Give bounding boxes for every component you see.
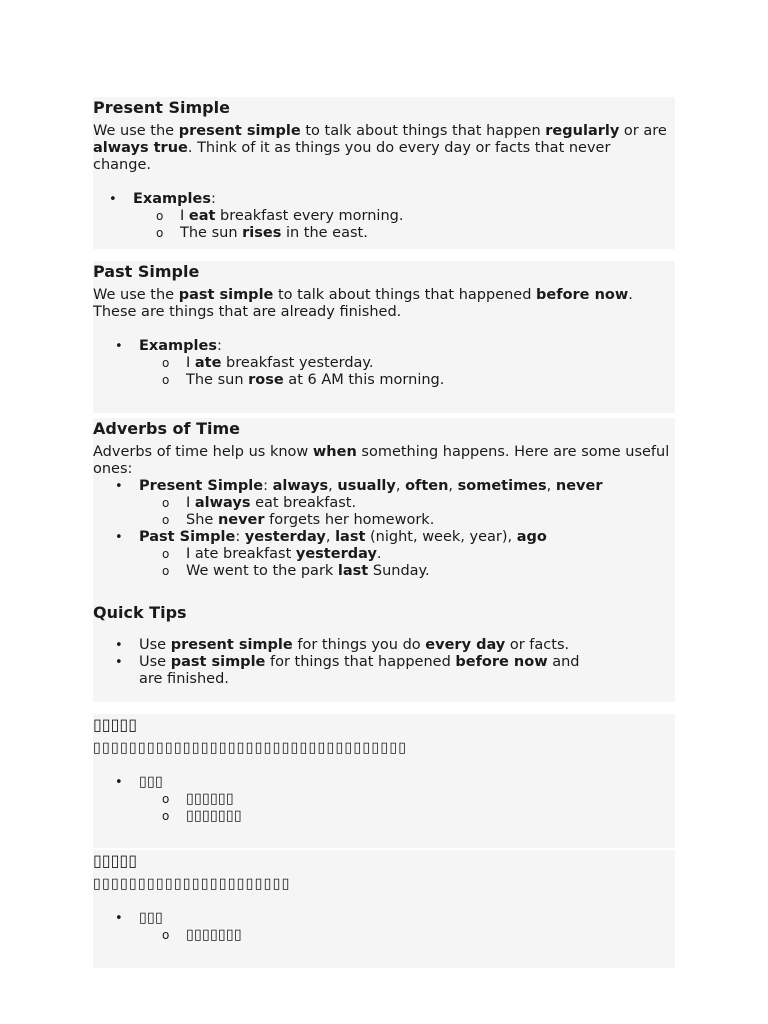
past-examples-list (93, 338, 675, 389)
list-item: o I ate breakfast yesterday. (93, 355, 675, 372)
list-item: o I eat breakfast every morning. (93, 208, 675, 225)
section-present-simple (93, 97, 675, 249)
section-cjk-2 (93, 850, 675, 968)
list-item: o ▯▯▯▯▯▯▯ (93, 927, 675, 944)
heading-cjk-1: ▯▯▯▯▯ (93, 715, 138, 734)
section-adverbs-of-time (93, 418, 675, 602)
list-item: o I ate breakfast yesterday. (93, 546, 675, 563)
section-quick-tips (93, 602, 675, 702)
list-item: o The sun rose at 6 AM this morning. (93, 372, 675, 389)
paragraph-past-simple: We use the past simple to talk about things that happened before now. These are things that are already finished. (93, 287, 633, 320)
list-item: o She never forgets her homework. (93, 512, 675, 529)
list-item: o I always eat breakfast. (93, 495, 675, 512)
heading-present-simple: Present Simple (93, 98, 230, 117)
list-item: o ▯▯▯▯▯▯ (93, 791, 675, 808)
list-item: • Examples: (93, 338, 675, 355)
list-item: • ▯▯▯ (93, 774, 675, 791)
document-page (93, 97, 675, 968)
heading-quick-tips: Quick Tips (93, 603, 187, 622)
cjk-2-list (93, 910, 675, 944)
present-examples-list (93, 191, 675, 242)
list-item: • Examples: (93, 191, 675, 208)
list-item: o We went to the park last Sunday. (93, 563, 675, 580)
paragraph-present-simple: We use the present simple to talk about things that happen regularly or are always true. Think of it as things you do every day or facts that never change. (93, 123, 667, 173)
paragraph-cjk-1: ▯▯▯▯▯▯▯▯▯▯▯▯▯▯▯▯▯▯▯▯▯▯▯▯▯▯▯▯▯▯▯▯▯▯▯ (93, 740, 408, 756)
list-item: • Use past simple for things that happened before now and are finished. (93, 654, 599, 688)
adverbs-list (93, 478, 675, 580)
heading-past-simple: Past Simple (93, 262, 200, 281)
paragraph-cjk-2: ▯▯▯▯▯▯▯▯▯▯▯▯▯▯▯▯▯▯▯▯▯▯ (93, 876, 291, 892)
list-item: o ▯▯▯▯▯▯▯ (93, 808, 675, 825)
section-cjk-1 (93, 714, 675, 848)
list-item: • Present Simple: always, usually, often, sometimes, never (93, 478, 675, 495)
list-item: o The sun rises in the east. (93, 225, 675, 242)
heading-adverbs-of-time: Adverbs of Time (93, 419, 240, 438)
list-item: • Past Simple: yesterday, last (night, week, year), ago (93, 529, 675, 546)
paragraph-adverbs: Adverbs of time help us know when something happens. Here are some useful ones: (93, 444, 670, 477)
list-item: • Use present simple for things you do every day or facts. (93, 637, 675, 654)
list-item: • ▯▯▯ (93, 910, 675, 927)
quick-tips-list (93, 637, 675, 688)
section-past-simple (93, 261, 675, 413)
heading-cjk-2: ▯▯▯▯▯ (93, 851, 138, 870)
cjk-1-list (93, 774, 675, 825)
